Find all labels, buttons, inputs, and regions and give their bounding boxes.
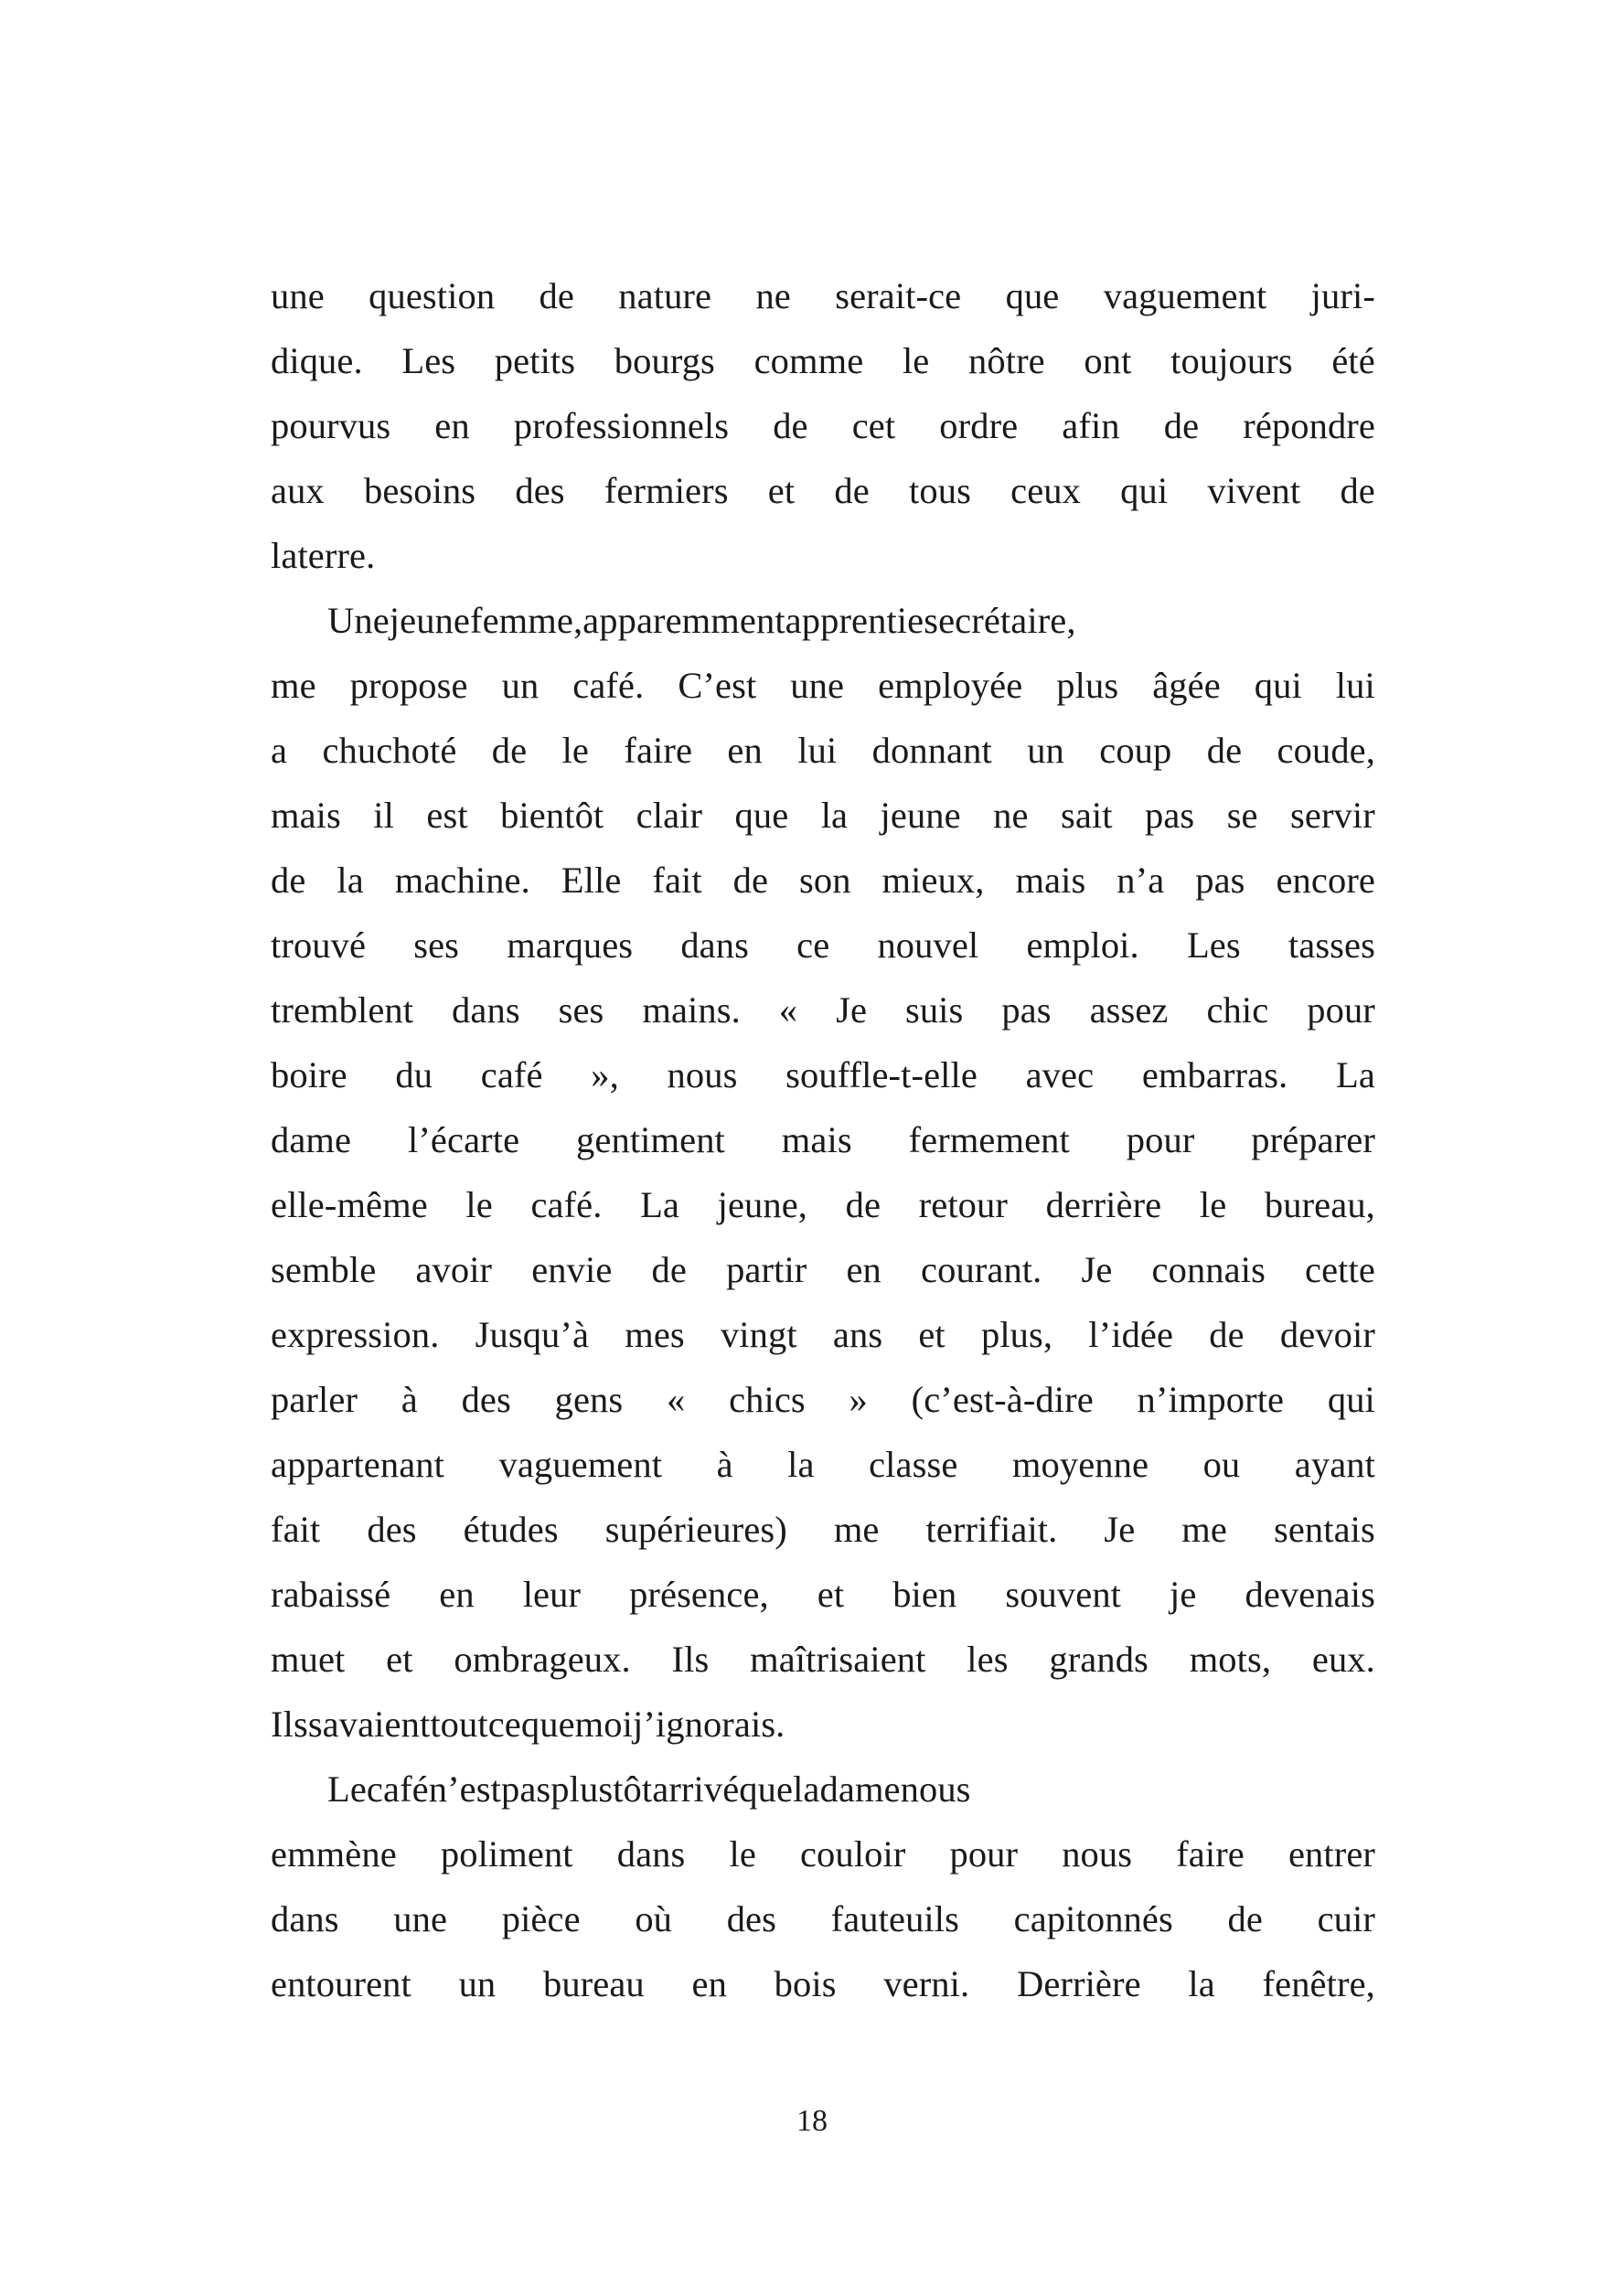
body-word: vaguement xyxy=(1103,275,1267,316)
body-word: entrer xyxy=(1287,1833,1375,1875)
body-word: terre. xyxy=(297,535,376,576)
body-word: faire xyxy=(1176,1833,1245,1875)
body-word: et xyxy=(817,1574,845,1615)
body-word: et xyxy=(918,1314,946,1355)
body-word: envie xyxy=(531,1249,613,1290)
body-word: été xyxy=(1331,340,1375,381)
body-word: il xyxy=(373,795,395,836)
body-word: servir xyxy=(1290,795,1375,836)
body-word: Je xyxy=(1081,1249,1113,1290)
body-word: des xyxy=(515,470,565,511)
body-word: Je xyxy=(836,989,868,1031)
body-word: coude, xyxy=(1277,730,1375,771)
body-word: plus xyxy=(550,1768,614,1810)
body-word: que xyxy=(734,795,789,836)
body-word: tasses xyxy=(1287,924,1375,966)
body-line xyxy=(271,718,1375,783)
body-word: la xyxy=(271,535,298,576)
body-word: fait xyxy=(271,1509,321,1550)
body-word: machine. xyxy=(394,860,530,901)
body-line xyxy=(271,1367,1375,1432)
body-word: clair xyxy=(636,795,703,836)
body-word: est xyxy=(426,795,468,836)
body-word: bureau, xyxy=(1264,1184,1375,1225)
body-word: chic xyxy=(1206,989,1269,1031)
body-word: Derrière xyxy=(1016,1963,1141,2004)
body-word: serait-ce xyxy=(835,275,962,316)
body-word: un xyxy=(501,665,540,706)
body-word: nôtre xyxy=(968,340,1045,381)
body-word: le xyxy=(465,1184,493,1225)
body-word: dans xyxy=(680,924,749,966)
body-word: terrifiait. xyxy=(925,1509,1058,1550)
body-line xyxy=(271,1562,1375,1627)
body-word: coup xyxy=(1099,730,1172,771)
body-word: ont xyxy=(1084,340,1132,381)
body-word: vingt xyxy=(720,1314,797,1355)
body-word: de xyxy=(1227,1898,1263,1939)
body-text-block xyxy=(271,263,1375,2016)
body-word: mais xyxy=(1015,860,1086,901)
body-word: de xyxy=(1163,405,1200,446)
body-word: de xyxy=(491,730,528,771)
body-word: connais xyxy=(1151,1249,1266,1290)
body-word: encore xyxy=(1276,860,1375,901)
body-word: café xyxy=(480,1054,543,1095)
body-word: chuchoté xyxy=(322,730,457,771)
body-word: et xyxy=(767,470,796,511)
body-word: lui xyxy=(797,730,838,771)
body-word: assez xyxy=(1089,989,1169,1031)
body-word: en xyxy=(846,1249,881,1290)
body-word: entourent xyxy=(271,1963,411,2004)
body-line xyxy=(271,523,1375,588)
body-word: qui xyxy=(1327,1379,1375,1420)
body-word: semble xyxy=(271,1249,377,1290)
body-word: de xyxy=(1206,730,1243,771)
body-word: dame xyxy=(271,1119,352,1160)
body-word: souffle-t-elle xyxy=(785,1054,978,1095)
body-word: a xyxy=(271,730,288,771)
body-word: propose xyxy=(349,665,468,706)
body-word: la xyxy=(793,1768,820,1810)
body-word: où xyxy=(635,1898,673,1939)
body-word: gens xyxy=(554,1379,624,1420)
body-word: La xyxy=(1335,1054,1375,1095)
body-word: devenais xyxy=(1245,1574,1375,1615)
body-word: mieux, xyxy=(881,860,985,901)
body-word: des xyxy=(461,1379,511,1420)
body-line xyxy=(271,263,1375,328)
body-word: pas xyxy=(1195,860,1245,901)
body-word: », xyxy=(591,1054,619,1095)
body-word: une xyxy=(271,275,325,316)
body-word: le xyxy=(729,1833,756,1875)
body-word: des xyxy=(726,1898,776,1939)
body-word: les xyxy=(967,1639,1009,1680)
body-word: nature xyxy=(618,275,712,316)
body-word: ceux xyxy=(1010,470,1081,511)
body-word: dans xyxy=(271,1898,339,1939)
body-word: pourvus xyxy=(271,405,391,446)
body-word: sentais xyxy=(1273,1509,1375,1550)
body-word: aux xyxy=(271,470,325,511)
body-line xyxy=(271,1432,1375,1497)
body-word: je xyxy=(1170,1574,1197,1615)
body-word: en xyxy=(434,405,470,446)
body-word: âgée xyxy=(1152,665,1221,706)
body-word: que xyxy=(520,1704,575,1745)
body-word: de xyxy=(1340,470,1375,511)
body-word: vaguement xyxy=(498,1444,663,1485)
body-word: ou xyxy=(1202,1444,1241,1485)
body-word: maîtrisaient xyxy=(750,1639,926,1680)
body-word: emploi. xyxy=(1026,924,1139,966)
body-word: Les xyxy=(1186,924,1241,966)
body-word: le xyxy=(902,340,930,381)
body-word: ans xyxy=(832,1314,883,1355)
body-word: pour xyxy=(1126,1119,1195,1160)
body-word: ayant xyxy=(1294,1444,1375,1485)
body-word: son xyxy=(799,860,851,901)
body-word: nous xyxy=(900,1768,971,1810)
body-word: ce xyxy=(796,924,830,966)
body-word: Une xyxy=(327,600,390,641)
body-word: café xyxy=(366,1768,429,1810)
body-word: ombrageux. xyxy=(454,1639,631,1680)
body-word: mais xyxy=(271,795,341,836)
body-word: de xyxy=(845,1184,881,1225)
body-line xyxy=(271,393,1375,458)
body-word: « xyxy=(666,1379,686,1420)
body-word: n’importe xyxy=(1137,1379,1285,1420)
body-word: se xyxy=(1226,795,1258,836)
body-word: n’a xyxy=(1116,860,1165,901)
body-word: Elle xyxy=(561,860,622,901)
body-word: nouvel xyxy=(877,924,979,966)
body-word: afin xyxy=(1062,405,1120,446)
body-word: femme, xyxy=(470,600,583,641)
body-word: (c’est-à-dire xyxy=(911,1379,1094,1420)
body-word: pièce xyxy=(501,1898,581,1939)
body-word: poliment xyxy=(440,1833,573,1875)
body-word: arrivé xyxy=(652,1768,740,1810)
body-line xyxy=(271,1886,1375,1951)
body-word: devoir xyxy=(1279,1314,1375,1355)
body-word: tous xyxy=(909,470,971,511)
body-word: toujours xyxy=(1170,340,1293,381)
body-word: rabaissé xyxy=(271,1574,391,1615)
body-word: besoins xyxy=(363,470,476,511)
body-word: ses xyxy=(413,924,460,966)
body-line xyxy=(271,1951,1375,2016)
body-word: la xyxy=(337,860,364,901)
body-word: cet xyxy=(851,405,896,446)
body-line xyxy=(271,328,1375,393)
body-word: Le xyxy=(327,1768,367,1810)
body-word: la xyxy=(820,795,849,836)
body-word: le xyxy=(1199,1184,1227,1225)
body-word: un xyxy=(1027,730,1064,771)
body-word: études xyxy=(463,1509,559,1550)
body-word: café. xyxy=(572,665,645,706)
body-word: boire xyxy=(271,1054,347,1095)
body-word: bourgs xyxy=(614,340,715,381)
body-word: pas xyxy=(1001,989,1052,1031)
body-word: fermement xyxy=(908,1119,1070,1160)
body-line xyxy=(271,1172,1375,1237)
body-word: pas xyxy=(500,1768,551,1810)
body-word: Ils xyxy=(671,1639,710,1680)
body-word: bientôt xyxy=(500,795,604,836)
body-word: dame xyxy=(819,1768,901,1810)
body-word: souvent xyxy=(1005,1574,1122,1615)
body-word: pas xyxy=(1145,795,1195,836)
body-word: question xyxy=(369,275,496,316)
body-word: une xyxy=(790,665,845,706)
body-word: présence, xyxy=(629,1574,769,1615)
body-word: de xyxy=(1209,1314,1245,1355)
body-word: elle-même xyxy=(271,1184,428,1225)
body-word: de xyxy=(651,1249,687,1290)
body-word: gentiment xyxy=(576,1119,725,1160)
body-word: cette xyxy=(1305,1249,1375,1290)
body-word: marques xyxy=(507,924,634,966)
body-word: bien xyxy=(892,1574,957,1615)
body-word: mes xyxy=(625,1314,685,1355)
body-word: répondre xyxy=(1243,405,1375,446)
body-word: une xyxy=(393,1898,448,1939)
body-word: avoir xyxy=(415,1249,493,1290)
body-word: fenêtre, xyxy=(1262,1963,1375,2004)
body-line xyxy=(271,1821,1375,1886)
body-word: moyenne xyxy=(1011,1444,1149,1485)
body-word: professionnels xyxy=(513,405,730,446)
body-word: mains. xyxy=(642,989,741,1031)
body-word: lui xyxy=(1335,665,1375,706)
body-word: ordre xyxy=(939,405,1019,446)
body-word: de xyxy=(732,860,769,901)
body-word: fauteuils xyxy=(830,1898,959,1939)
body-word: ne xyxy=(993,795,1029,836)
body-word: Jusqu’à xyxy=(475,1314,590,1355)
body-word: me xyxy=(1181,1509,1227,1550)
body-word: Les xyxy=(401,340,456,381)
body-word: classe xyxy=(869,1444,958,1485)
body-word: vivent xyxy=(1207,470,1301,511)
body-word: supérieures) xyxy=(604,1509,787,1550)
body-word: que xyxy=(739,1768,794,1810)
body-word: partir xyxy=(726,1249,807,1290)
body-word: qui xyxy=(1254,665,1302,706)
body-word: du xyxy=(395,1054,433,1095)
body-line xyxy=(271,588,1375,653)
body-word: un xyxy=(458,1963,497,2004)
body-word: des xyxy=(367,1509,417,1550)
body-line xyxy=(271,1302,1375,1367)
body-line xyxy=(271,913,1375,977)
body-word: en xyxy=(727,730,763,771)
body-line xyxy=(271,977,1375,1042)
body-word: en xyxy=(439,1574,475,1615)
body-word: derrière xyxy=(1045,1184,1162,1225)
body-word: dans xyxy=(452,989,520,1031)
body-word: de xyxy=(539,275,574,316)
body-word: apprentie xyxy=(785,600,924,641)
body-word: employée xyxy=(878,665,1023,706)
body-word: Ils xyxy=(271,1704,308,1745)
body-word: qui xyxy=(1120,470,1169,511)
body-word: que xyxy=(1005,275,1060,316)
body-word: plus, xyxy=(980,1314,1053,1355)
body-word: fermiers xyxy=(604,470,729,511)
body-word: ses xyxy=(558,989,604,1031)
body-word: eux. xyxy=(1311,1639,1375,1680)
body-word: verni. xyxy=(883,1963,970,2004)
body-word: tout xyxy=(430,1704,488,1745)
body-word: muet xyxy=(271,1639,346,1680)
body-line xyxy=(271,1692,1375,1757)
body-word: apparemment xyxy=(582,600,785,641)
body-word: fait xyxy=(652,860,702,901)
body-word: de xyxy=(773,405,808,446)
body-word: la xyxy=(1188,1963,1215,2004)
body-word: plus xyxy=(1056,665,1119,706)
body-line xyxy=(271,458,1375,523)
body-line xyxy=(271,653,1375,718)
body-word: suis xyxy=(904,989,964,1031)
body-word: capitonnés xyxy=(1013,1898,1173,1939)
body-word: tôt xyxy=(613,1768,653,1810)
body-word: me xyxy=(271,665,316,706)
body-word: « xyxy=(778,989,798,1031)
body-word: à xyxy=(401,1379,418,1420)
body-word: préparer xyxy=(1251,1119,1375,1160)
body-word: appartenant xyxy=(271,1444,444,1485)
body-word: café. xyxy=(530,1184,603,1225)
body-word: courant. xyxy=(921,1249,1042,1290)
body-line xyxy=(271,1237,1375,1302)
body-word: l’écarte xyxy=(407,1119,520,1160)
body-word: n’est xyxy=(428,1768,501,1810)
body-word: embarras. xyxy=(1141,1054,1288,1095)
body-word: dique. xyxy=(271,340,363,381)
body-word: j’ignorais. xyxy=(632,1704,785,1745)
body-word: » xyxy=(849,1379,868,1420)
body-line xyxy=(271,1497,1375,1562)
body-word: tremblent xyxy=(271,989,414,1031)
body-line xyxy=(271,1757,1375,1821)
body-word: sait xyxy=(1060,795,1113,836)
body-line xyxy=(271,1627,1375,1692)
body-word: nous xyxy=(1062,1833,1133,1875)
body-word: couloir xyxy=(799,1833,906,1875)
body-word: jeune xyxy=(389,600,470,641)
body-word: la xyxy=(787,1444,815,1485)
body-word: faire xyxy=(624,730,693,771)
body-word: nous xyxy=(667,1054,738,1095)
body-line xyxy=(271,783,1375,848)
body-word: de xyxy=(271,860,306,901)
body-word: La xyxy=(640,1184,679,1225)
body-word: de xyxy=(834,470,870,511)
page-number: 18 xyxy=(796,2104,828,2138)
body-word: emmène xyxy=(271,1833,397,1875)
body-word: cuir xyxy=(1317,1898,1375,1939)
body-word: bureau xyxy=(542,1963,645,2004)
body-word: dans xyxy=(616,1833,686,1875)
body-line xyxy=(271,848,1375,913)
body-word: l’idée xyxy=(1088,1314,1174,1355)
body-word: donnant xyxy=(871,730,992,771)
body-word: grands xyxy=(1049,1639,1149,1680)
body-word: retour xyxy=(918,1184,1008,1225)
body-word: parler xyxy=(271,1379,358,1420)
body-word: ne xyxy=(755,275,791,316)
body-word: trouvé xyxy=(271,924,367,966)
body-word: moi xyxy=(574,1704,633,1745)
body-word: petits xyxy=(494,340,576,381)
body-word: avec xyxy=(1025,1054,1095,1095)
body-word: le xyxy=(561,730,590,771)
body-word: mots, xyxy=(1189,1639,1272,1680)
body-line xyxy=(271,1042,1375,1107)
body-line xyxy=(271,1107,1375,1172)
body-word: en xyxy=(691,1963,727,2004)
body-word: chics xyxy=(729,1379,806,1420)
body-word: ce xyxy=(487,1704,521,1745)
body-word: juri- xyxy=(1310,275,1375,316)
body-word: Je xyxy=(1104,1509,1136,1550)
body-word: pour xyxy=(1307,989,1375,1031)
body-word: savaient xyxy=(307,1704,431,1745)
body-word: jeune, xyxy=(717,1184,808,1225)
body-word: bois xyxy=(774,1963,837,2004)
body-word: expression. xyxy=(271,1314,440,1355)
body-word: à xyxy=(716,1444,733,1485)
body-word: comme xyxy=(753,340,864,381)
body-word: leur xyxy=(522,1574,582,1615)
body-word: C’est xyxy=(678,665,757,706)
body-word: et xyxy=(386,1639,413,1680)
body-word: secrétaire, xyxy=(924,600,1076,641)
body-word: pour xyxy=(949,1833,1019,1875)
body-word: jeune xyxy=(880,795,961,836)
body-word: me xyxy=(833,1509,880,1550)
body-word: mais xyxy=(781,1119,852,1160)
